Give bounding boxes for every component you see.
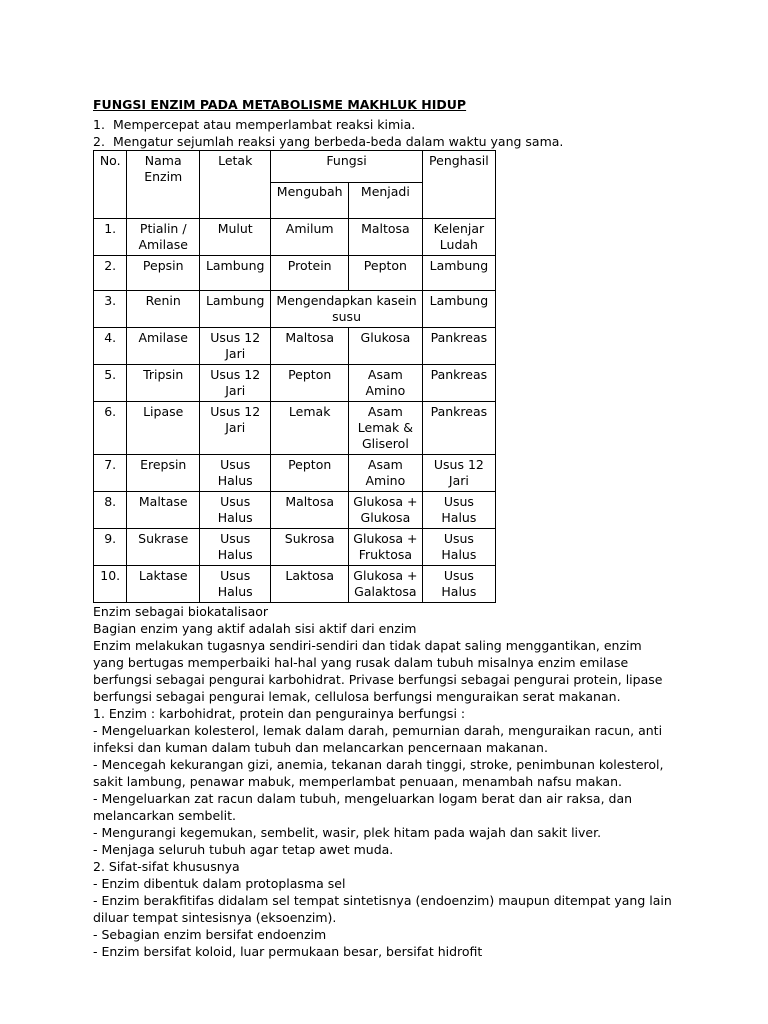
- cell-letak: Mulut: [200, 219, 271, 256]
- paragraph: Enzim melakukan tugasnya sendiri-sendiri dan tidak dapat saling menggantikan, enzim yang bertugas memperbaiki hal-hal yang rusak dalam tubuh misalnya enzim emilase berfungsi sebagai pengurai karbohidrat. Privase berfungsi sebagai pengurai protein, lipase berfungsi sebagai pengurai lemak, cellulosa berfungsi menguraikan serat makanan.: [93, 638, 663, 704]
- cell-no: 7.: [94, 455, 127, 492]
- cell-letak: Usus 12 Jari: [200, 365, 271, 402]
- paragraph: - Mengurangi kegemukan, sembelit, wasir, plek hitam pada wajah dan sakit liver.: [93, 825, 602, 840]
- cell-menjadi: Glukosa: [349, 328, 423, 365]
- paragraph: Bagian enzim yang aktif adalah sisi aktif dari enzim: [93, 621, 417, 636]
- paragraph: - Mengeluarkan kolesterol, lemak dalam darah, pemurnian darah, menguraikan racun, anti infeksi dan kuman dalam tubuh dan melancarkan pencernaan makanan.: [93, 723, 663, 755]
- cell-mengubah: Laktosa: [271, 566, 349, 603]
- document-page: [93, 96, 673, 960]
- enzyme-table: [93, 150, 496, 603]
- paragraph: 2. Sifat-sifat khususnya: [93, 859, 240, 874]
- cell-letak: Lambung: [200, 291, 271, 328]
- cell-no: 3.: [94, 291, 127, 328]
- paragraph: - Sebagian enzim bersifat endoenzim: [93, 927, 327, 942]
- table-row: [94, 256, 496, 291]
- cell-penghasil: Lambung: [422, 291, 495, 328]
- cell-menjadi: Asam Amino: [349, 365, 423, 402]
- cell-no: 1.: [94, 219, 127, 256]
- goal-number: 1.: [93, 117, 105, 132]
- cell-menjadi: Asam Amino: [349, 455, 423, 492]
- table-row: [94, 529, 496, 566]
- cell-letak: Usus Halus: [200, 455, 271, 492]
- goal-number: 2.: [93, 134, 105, 149]
- cell-letak: Usus 12 Jari: [200, 402, 271, 455]
- cell-nama: Erepsin: [127, 455, 200, 492]
- paragraph: - Enzim dibentuk dalam protoplasma sel: [93, 876, 346, 891]
- paragraph: - Menjaga seluruh tubuh agar tetap awet muda.: [93, 842, 394, 857]
- cell-mengubah: Maltosa: [271, 328, 349, 365]
- cell-penghasil: Lambung: [422, 256, 495, 291]
- cell-no: 6.: [94, 402, 127, 455]
- header-penghasil: Penghasil: [422, 151, 495, 219]
- paragraph: - Enzim berakfitifas didalam sel tempat sintetisnya (endoenzim) maupun ditempat yang lain diluar tempat sintesisnya (eksoenzim).: [93, 893, 672, 925]
- cell-penghasil: Pankreas: [422, 328, 495, 365]
- goal-item: [93, 133, 673, 150]
- paragraph: - Enzim bersifat koloid, luar permukaan besar, bersifat hidrofit: [93, 944, 483, 959]
- table-row: [94, 566, 496, 603]
- paragraph: Enzim sebagai biokatalisaor: [93, 604, 269, 619]
- table-row: [94, 328, 496, 365]
- cell-penghasil: Usus Halus: [422, 492, 495, 529]
- cell-letak: Usus Halus: [200, 492, 271, 529]
- cell-penghasil: Usus 12 Jari: [422, 455, 495, 492]
- cell-penghasil: Usus Halus: [422, 529, 495, 566]
- cell-letak: Lambung: [200, 256, 271, 291]
- cell-mengubah: Sukrosa: [271, 529, 349, 566]
- cell-nama: Laktase: [127, 566, 200, 603]
- table-row: [94, 492, 496, 529]
- header-letak: Letak: [200, 151, 271, 219]
- cell-no: 5.: [94, 365, 127, 402]
- goal-text: Mempercepat atau memperlambat reaksi kimia.: [113, 117, 416, 132]
- cell-nama: Tripsin: [127, 365, 200, 402]
- cell-mengubah: Maltosa: [271, 492, 349, 529]
- cell-letak: Usus 12 Jari: [200, 328, 271, 365]
- goal-item: [93, 116, 673, 133]
- cell-nama: Sukrase: [127, 529, 200, 566]
- table-row: [94, 402, 496, 455]
- cell-no: 2.: [94, 256, 127, 291]
- paragraph: 1. Enzim : karbohidrat, protein dan pengurainya berfungsi :: [93, 706, 466, 721]
- document-title: FUNGSI ENZIM PADA METABOLISME MAKHLUK HIDUP: [93, 97, 467, 112]
- table-row: [94, 365, 496, 402]
- header-menjadi: Menjadi: [349, 183, 423, 219]
- body-text: [93, 603, 673, 960]
- cell-menjadi: Pepton: [349, 256, 423, 291]
- header-nama-enzim: Nama Enzim: [127, 151, 200, 219]
- cell-mengubah: Lemak: [271, 402, 349, 455]
- paragraph: - Mencegah kekurangan gizi, anemia, tekanan darah tinggi, stroke, penimbunan kolesterol, sakit lambung, penawar mabuk, memperlambat penuaan, menambah nafsu makan.: [93, 757, 664, 789]
- header-fungsi: Fungsi: [271, 151, 422, 183]
- cell-nama: Maltase: [127, 492, 200, 529]
- table-row: [94, 291, 496, 328]
- table-row: [94, 219, 496, 256]
- cell-menjadi: Asam Lemak & Gliserol: [349, 402, 423, 455]
- cell-mengubah: Pepton: [271, 365, 349, 402]
- cell-mengubah: Pepton: [271, 455, 349, 492]
- header-no: No.: [94, 151, 127, 219]
- cell-letak: Usus Halus: [200, 529, 271, 566]
- cell-no: 10.: [94, 566, 127, 603]
- goal-text: Mengatur sejumlah reaksi yang berbeda-beda dalam waktu yang sama.: [113, 134, 564, 149]
- cell-fungsi-merged: Mengendapkan kasein susu: [271, 291, 422, 328]
- cell-penghasil: Kelenjar Ludah: [422, 219, 495, 256]
- cell-nama: Renin: [127, 291, 200, 328]
- header-mengubah: Mengubah: [271, 183, 349, 219]
- cell-letak: Usus Halus: [200, 566, 271, 603]
- goals-list: [93, 116, 673, 150]
- cell-menjadi: Glukosa + Fruktosa: [349, 529, 423, 566]
- cell-nama: Ptialin / Amilase: [127, 219, 200, 256]
- cell-no: 4.: [94, 328, 127, 365]
- cell-menjadi: Maltosa: [349, 219, 423, 256]
- cell-penghasil: Pankreas: [422, 402, 495, 455]
- paragraph: - Mengeluarkan zat racun dalam tubuh, mengeluarkan logam berat dan air raksa, dan melancarkan sembelit.: [93, 791, 633, 823]
- cell-nama: Pepsin: [127, 256, 200, 291]
- cell-no: 8.: [94, 492, 127, 529]
- cell-menjadi: Glukosa + Galaktosa: [349, 566, 423, 603]
- cell-no: 9.: [94, 529, 127, 566]
- cell-penghasil: Usus Halus: [422, 566, 495, 603]
- cell-mengubah: Protein: [271, 256, 349, 291]
- cell-menjadi: Glukosa + Glukosa: [349, 492, 423, 529]
- cell-nama: Lipase: [127, 402, 200, 455]
- cell-penghasil: Pankreas: [422, 365, 495, 402]
- table-row: [94, 455, 496, 492]
- cell-mengubah: Amilum: [271, 219, 349, 256]
- cell-nama: Amilase: [127, 328, 200, 365]
